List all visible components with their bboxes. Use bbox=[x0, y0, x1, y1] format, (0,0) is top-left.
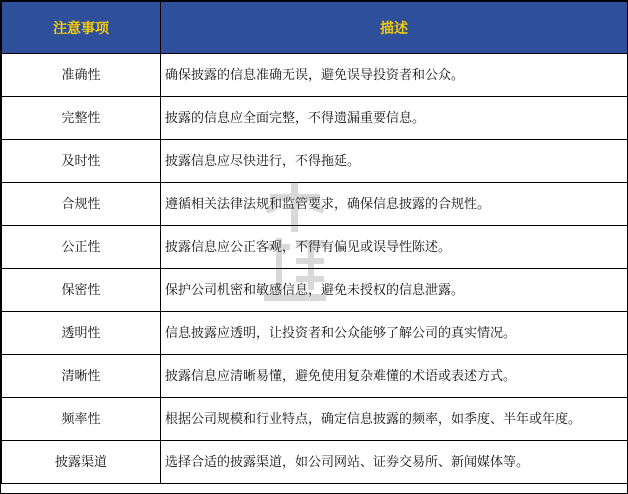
table-row bbox=[2, 54, 628, 97]
cell-item: 保密性 bbox=[2, 269, 161, 312]
cell-item: 透明性 bbox=[2, 312, 161, 355]
table-row bbox=[2, 312, 628, 355]
cell-item: 合规性 bbox=[2, 183, 161, 226]
cell-item: 公正性 bbox=[2, 226, 161, 269]
cell-description: 保护公司机密和敏感信息，避免未授权的信息泄露。 bbox=[161, 269, 628, 312]
table-row bbox=[2, 183, 628, 226]
table-row bbox=[2, 97, 628, 140]
table-row bbox=[2, 269, 628, 312]
cell-description: 信息披露应透明，让投资者和公众能够了解公司的真实情况。 bbox=[161, 312, 628, 355]
cell-description: 根据公司规模和行业特点，确定信息披露的频率，如季度、半年或年度。 bbox=[161, 398, 628, 441]
column-header-item: 注意事项 bbox=[2, 2, 161, 54]
cell-item: 披露渠道 bbox=[2, 441, 161, 484]
column-header-description: 描述 bbox=[161, 2, 628, 54]
cell-description: 披露信息应公正客观，不得有偏见或误导性陈述。 bbox=[161, 226, 628, 269]
table-row bbox=[2, 226, 628, 269]
cell-item: 清晰性 bbox=[2, 355, 161, 398]
disclosure-table bbox=[1, 1, 628, 484]
cell-item: 频率性 bbox=[2, 398, 161, 441]
cell-item: 准确性 bbox=[2, 54, 161, 97]
table-row bbox=[2, 441, 628, 484]
cell-item: 完整性 bbox=[2, 97, 161, 140]
cell-item: 及时性 bbox=[2, 140, 161, 183]
cell-description: 披露信息应清晰易懂，避免使用复杂难懂的术语或表述方式。 bbox=[161, 355, 628, 398]
cell-description: 遵循相关法律法规和监管要求，确保信息披露的合规性。 bbox=[161, 183, 628, 226]
table-row bbox=[2, 355, 628, 398]
cell-description: 确保披露的信息准确无误，避免误导投资者和公众。 bbox=[161, 54, 628, 97]
cell-description: 披露的信息应全面完整，不得遗漏重要信息。 bbox=[161, 97, 628, 140]
cell-description: 选择合适的披露渠道，如公司网站、证券交易所、新闻媒体等。 bbox=[161, 441, 628, 484]
cell-description: 披露信息应尽快进行，不得拖延。 bbox=[161, 140, 628, 183]
table-row bbox=[2, 398, 628, 441]
table-header-row bbox=[2, 2, 628, 54]
table-row bbox=[2, 140, 628, 183]
